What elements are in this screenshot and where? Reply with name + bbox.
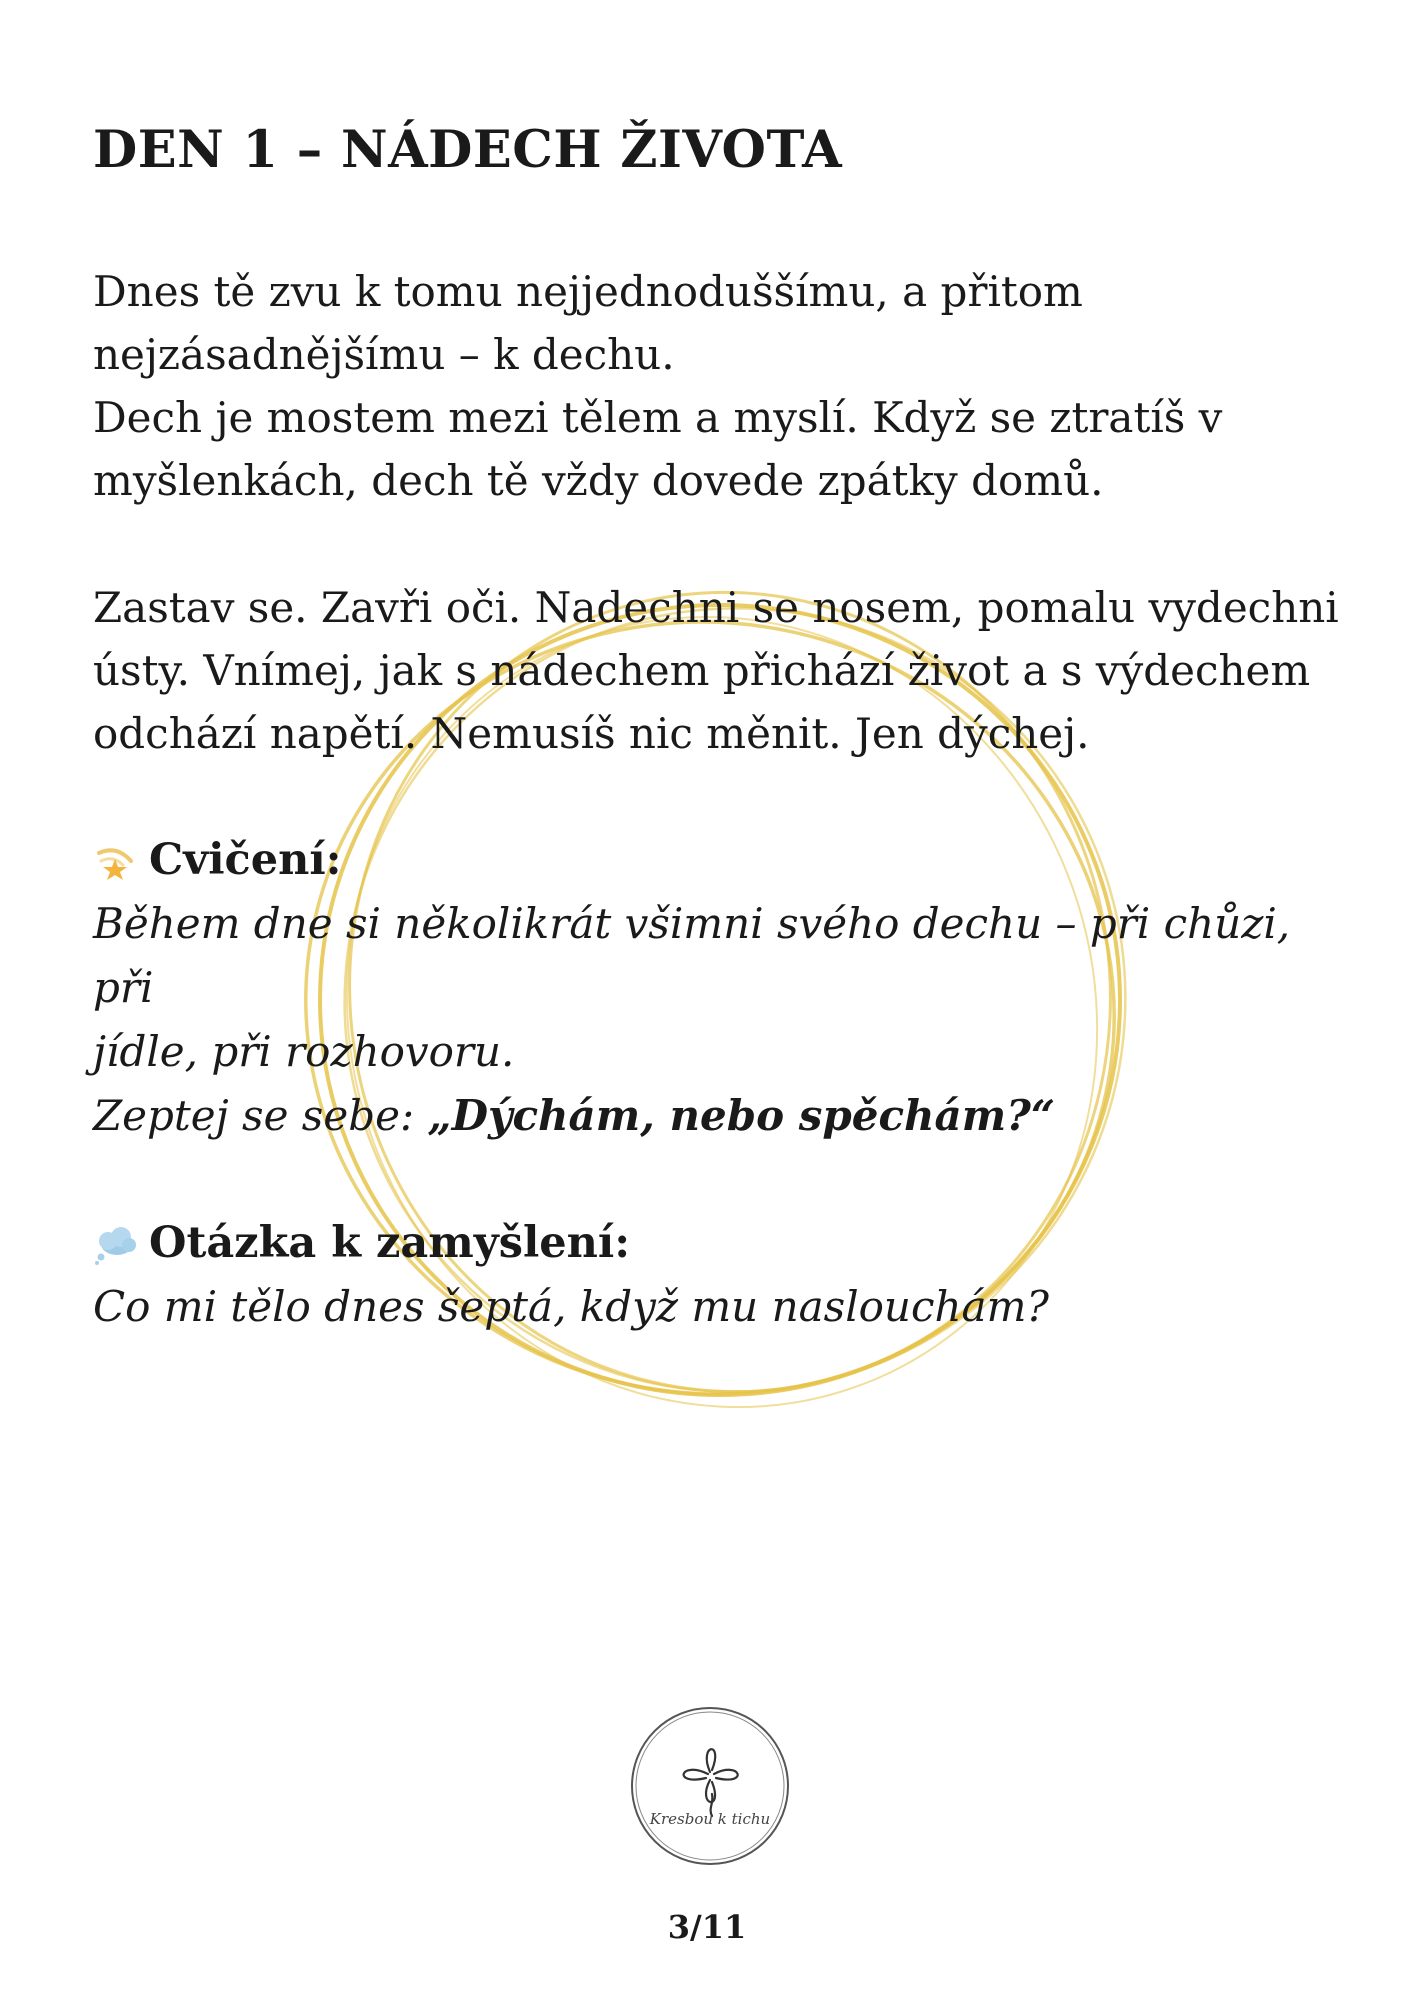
exercise-heading <box>93 829 1343 892</box>
exercise-question-prefix: Zeptej se sebe: <box>93 1091 428 1140</box>
practice-line: odchází napětí. Nemusíš nic měnit. Jen dýchej. <box>93 709 1090 758</box>
reflection-text <box>93 1275 1343 1339</box>
brand-logo <box>628 1704 792 1868</box>
exercise-text <box>93 892 1343 1148</box>
practice-paragraph <box>93 576 1343 765</box>
intro-line: Dnes tě zvu k tomu nejjednoduššímu, a přitom <box>93 267 1083 316</box>
reflection-heading-text: Otázka k zamyšlení: <box>149 1218 631 1268</box>
reflection-line: Co mi tělo dnes šeptá, když mu naslouchám? <box>93 1282 1049 1331</box>
intro-line: myšlenkách, dech tě vždy dovede zpátky domů. <box>93 456 1104 505</box>
page-number: 3/11 <box>667 1908 747 1946</box>
exercise-heading-text: Cvičení: <box>149 835 342 885</box>
practice-line: Zastav se. Zavři oči. Nadechni se nosem, pomalu vydechni <box>93 583 1339 632</box>
logo-text: Kresbou k tichu <box>649 1810 771 1828</box>
intro-line: nejzásadnějšímu – k dechu. <box>93 330 675 379</box>
content-column <box>93 118 1343 1339</box>
thought-cloud-icon <box>93 1222 137 1266</box>
page-title: DEN 1 – NÁDECH ŽIVOTA <box>93 120 843 180</box>
intro-paragraph <box>93 260 1343 512</box>
shooting-star-icon <box>93 839 137 883</box>
exercise-line: jídle, při rozhovoru. <box>93 1027 515 1076</box>
intro-line: Dech je mostem mezi tělem a myslí. Když se ztratíš v <box>93 393 1223 442</box>
exercise-line: Během dne si několikrát všimni svého dechu – při chůzi, při <box>93 899 1291 1012</box>
reflection-heading <box>93 1212 1343 1275</box>
exercise-question-quote: „Dýchám, nebo spěchám?“ <box>427 1091 1055 1140</box>
practice-line: ústy. Vnímej, jak s nádechem přichází život a s výdechem <box>93 646 1311 695</box>
exercise-line <box>93 1084 1343 1148</box>
